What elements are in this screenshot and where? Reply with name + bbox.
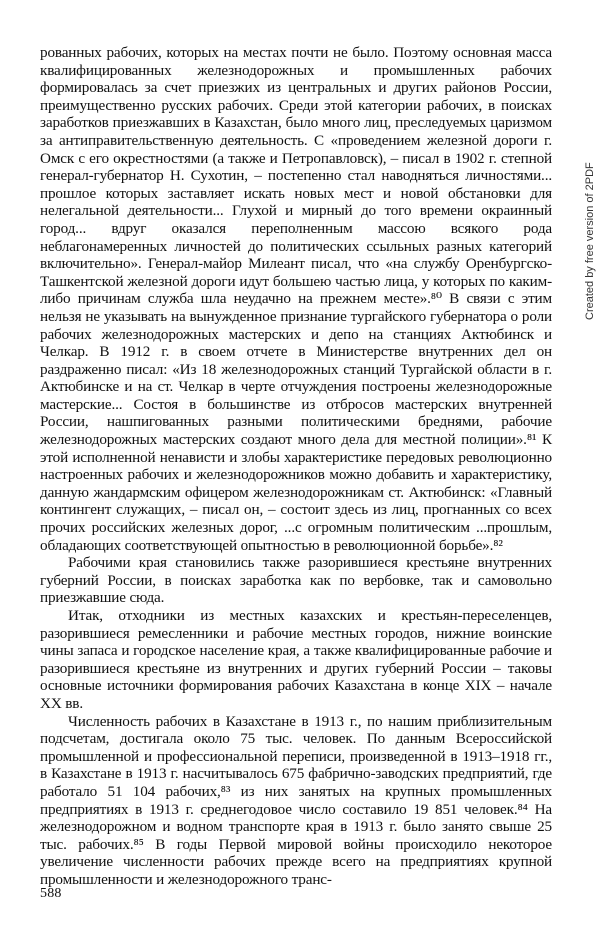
paragraph-4: Численность рабочих в Казахстане в 1913 г., по нашим приблизительным подсчетам, достигала около 75 тыс. человек. По данным Всероссийской промышленной и профессиональной переписи, произведенной в 1913–1918 гг., в Казахстане в 1913 г. насчитывалось 675 фабрично-заводских предприятий, где работало 51 104 рабочих,⁸³ из них занятых на крупных промышленных предприятиях в 1913 г. среднегодовое число составило 19 851 человек.⁸⁴ На железнодорожном и водном транспорте края в 1913 г. было занято свыше 25 тыс. рабочих.⁸⁵ В годы Первой мировой войны происходило некоторое увеличение численности рабочих прежде всего на предприятиях крупной промышленности и железнодорожного транс- <box>40 712 552 888</box>
paragraph-3: Итак, отходники из местных казахских и крестьян-переселенцев, разорившиеся ремесленники и рабочие местных городов, нижние воинские чины запаса и городское население края, а также квалифицированные рабочие и разорившиеся крестьяне из внутренних и других губерний России – таковы основные источники формирования рабочих Казахстана в конце XIX – начале XX вв. <box>40 607 552 712</box>
page-number: 588 <box>40 886 62 901</box>
paragraph-1: рованных рабочих, которых на местах почти не было. Поэтому основная масса квалифицированных железнодорожных и промышленных рабочих формировалась за счет приезжих из центральных и других районов России, преимущественно русских рабочих. Среди этой категории рабочих, в поисках заработков приезжавших в Казахстан, было много лиц, преследуемых царизмом за антиправительственную деятельность. С «проведением железной дороги г. Омск с его окрестностями (а также и Петропавловск), – писал в 1902 г. степной генерал-губернатор Н. Сухотин, – постепенно стал наводняться личностями... прошлое которых заставляет искать новых мест и новой обстановки для нелегальной деятельности... Глухой и мирный до того времени окраинный город... вдруг оказался переполненным массою всякого рода неблагонамеренных личностей до политических ссыльных разных категорий включительно». Генерал-майор Милеант писал, что «на службу Оренбургско-Ташкентской железной дороги идут большею частью лица, у которых по каким-либо причинам служба шла неудачно на прежнем месте».⁸⁰ В связи с этим нельзя не указывать на вынужденное признание тургайского губернатора о роли рабочих железнодорожных мастерских и депо на станциях Актюбинск и Челкар. В 1912 г. в своем отчете в Министерстве внутренних дел он раздраженно писал: «Из 18 железнодорожных станций Тургайской области в г. Актюбинске и на ст. Челкар в черте отчуждения построены железнодорожные мастерские... Состоя в большинстве из отбросов мастерских внутренней России, нашпигованных разными политическими бреднями, рабочие железнодорожных мастерских создают много дела для местной полиции».⁸¹ К этой исполненной ненависти и злобы характеристике передовых революционно настроенных рабочих и железнодорожников можно добавить и характеристику, данную жандармским офицером железнодорожникам ст. Актюбинск: «Главный контингент служащих, – писал он, – состоит здесь из лиц, прогнанных со всех прочих российских железных дорог, ...с огромным политическим ...прошлым, обладающих соответствующей опытностью в революционной борьбе».⁸² <box>40 44 552 554</box>
body-text <box>40 44 552 889</box>
paragraph-2: Рабочими края становились также разорившиеся крестьяне внутренних губерний России, в поисках заработка как по вербовке, так и самовольно приезжавшие сюда. <box>40 554 552 607</box>
watermark-text: Created by free version of 2PDF <box>584 162 596 320</box>
